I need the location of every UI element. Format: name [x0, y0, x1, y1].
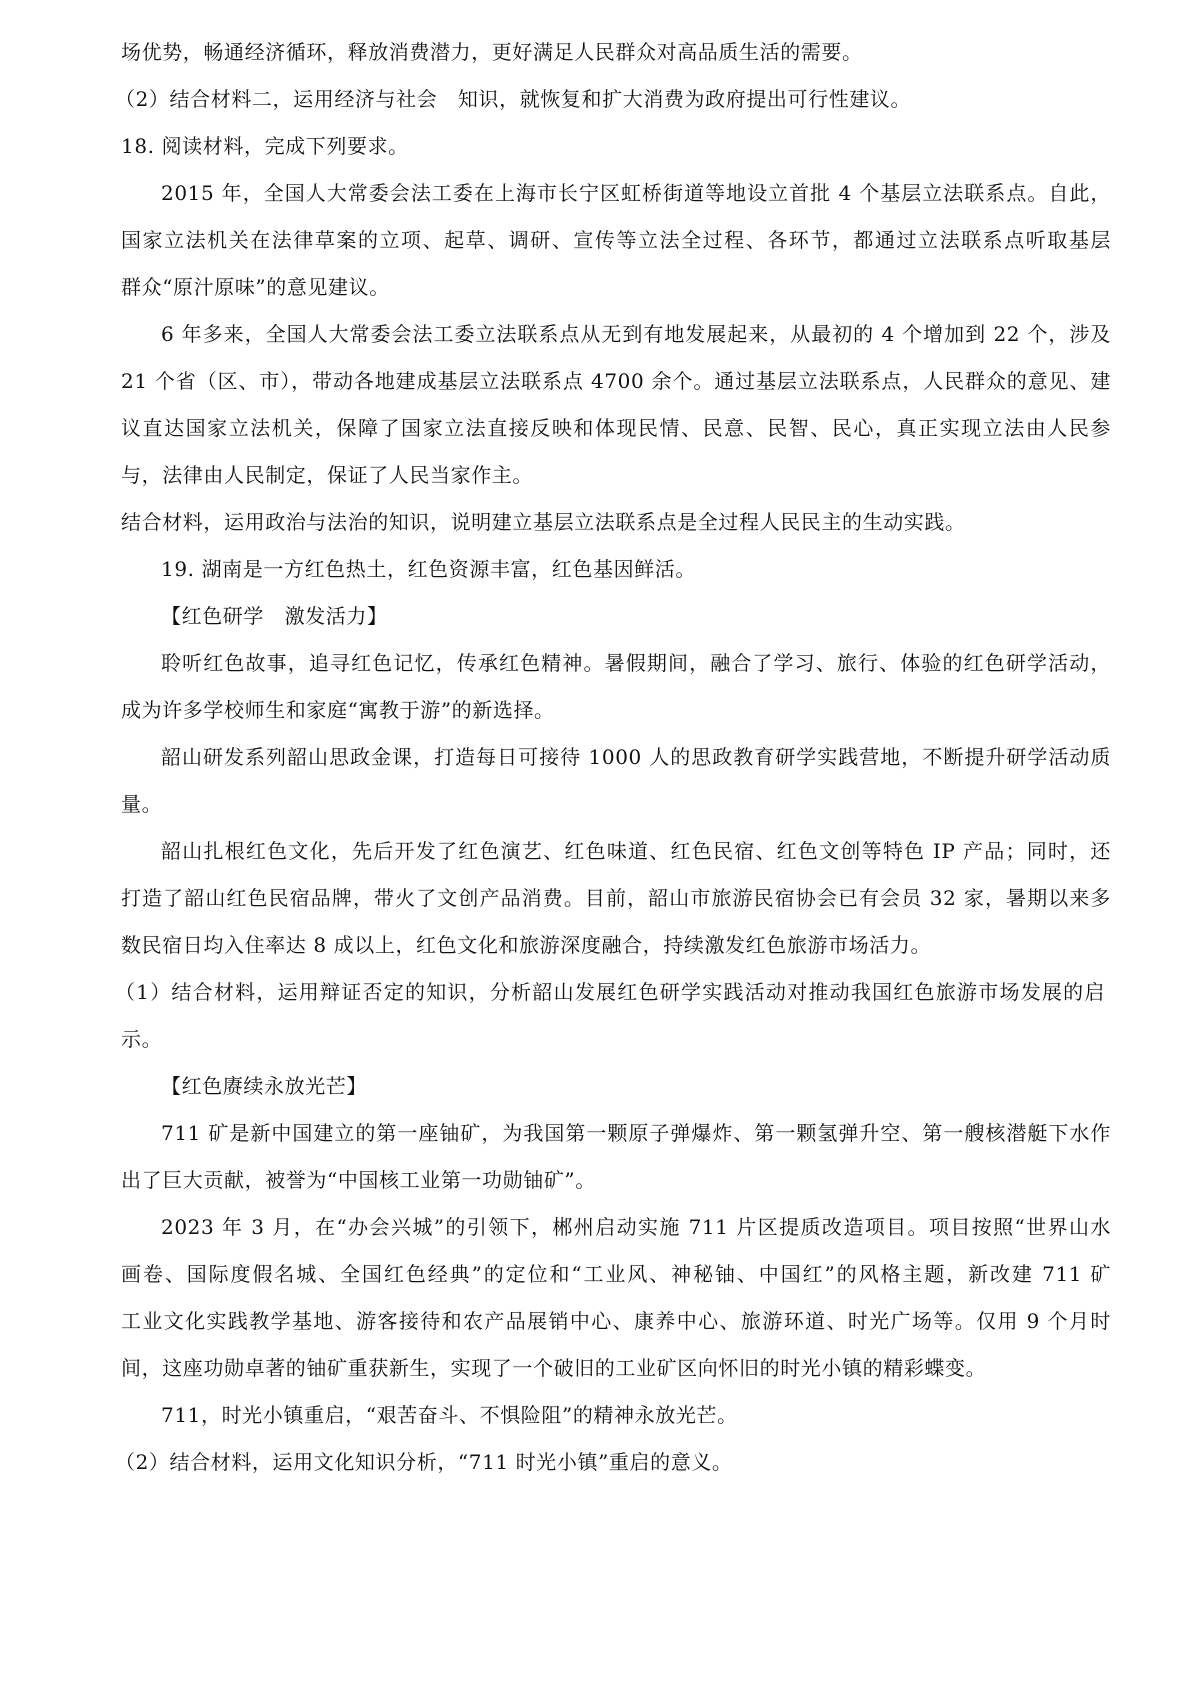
text-line: 711 矿是新中国建立的第一座铀矿，为我国第一颗原子弹爆炸、第一颗氢弹升空、第一艘核潜艇下水作 — [161, 1121, 1111, 1145]
text-line: 聆听红色故事，追寻红色记忆，传承红色精神。暑假期间，融合了学习、旅行、体验的红色研学活动， — [161, 651, 1111, 675]
text-line: 打造了韶山红色民宿品牌，带火了文创产品消费。目前，韶山市旅游民宿协会已有会员 32 家，暑期以来多 — [121, 886, 1111, 910]
text-line: 工业文化实践教学基地、游客接待和农产品展销中心、康养中心、旅游环道、时光广场等。仅用 9 个月时 — [121, 1309, 1111, 1333]
text-line: 国家立法机关在法律草案的立项、起草、调研、宣传等立法全过程、各环节，都通过立法联系点听取基层 — [121, 228, 1111, 252]
text-line: 数民宿日均入住率达 8 成以上，红色文化和旅游深度融合，持续激发红色旅游市场活力。 — [121, 933, 932, 957]
question-18-heading: 18. 阅读材料，完成下列要求。 — [121, 134, 409, 158]
text-line: 韶山扎根红色文化，先后开发了红色演艺、红色味道、红色民宿、红色文创等特色 IP 产品；同时，还 — [161, 839, 1111, 863]
text-line: 量。 — [121, 792, 163, 816]
question-19-2: （2）结合材料，运用文化知识分析，“711 时光小镇”重启的意义。 — [115, 1450, 733, 1474]
text-line: 2015 年，全国人大常委会法工委在上海市长宁区虹桥街道等地设立首批 4 个基层立法联系点。自此， — [161, 181, 1111, 205]
text-line: 间，这座功勋卓著的铀矿重获新生，实现了一个破旧的工业矿区向怀旧的时光小镇的精彩蝶变。 — [121, 1356, 987, 1380]
section-heading-red-study: 【红色研学 激发活力】 — [161, 604, 388, 628]
text-line: 场优势，畅通经济循环，释放消费潜力，更好满足人民群众对高品质生活的需要。 — [121, 40, 863, 64]
question-17-2: （2）结合材料二，运用经济与社会 知识，就恢复和扩大消费为政府提出可行性建议。 — [115, 87, 912, 111]
text-line: 示。 — [121, 1027, 163, 1051]
text-line: 成为许多学校师生和家庭“寓教于游”的新选择。 — [121, 698, 555, 722]
text-line: 6 年多来，全国人大常委会法工委立法联系点从无到有地发展起来，从最初的 4 个增加到 22 个，涉及 — [161, 322, 1111, 346]
text-line: 2023 年 3 月，在“办会兴城”的引领下，郴州启动实施 711 片区提质改造项目。项目按照“世界山水 — [161, 1215, 1111, 1239]
text-line: 与，法律由人民制定，保证了人民当家作主。 — [121, 463, 533, 487]
text-line: 韶山研发系列韶山思政金课，打造每日可接待 1000 人的思政教育研学实践营地，不断提升研学活动质 — [161, 745, 1111, 769]
question-19-1: （1）结合材料，运用辩证否定的知识，分析韶山发展红色研学实践活动对推动我国红色旅游市场发展的启 — [115, 980, 1105, 1004]
text-line: 群众“原汁原味”的意见建议。 — [121, 275, 390, 299]
section-heading-red-legacy: 【红色赓续永放光芒】 — [161, 1074, 367, 1098]
question-18-prompt: 结合材料，运用政治与法治的知识，说明建立基层立法联系点是全过程人民民主的生动实践。 — [121, 510, 966, 534]
text-line: 出了巨大贡献，被誉为“中国核工业第一功勋铀矿”。 — [121, 1168, 596, 1192]
text-line: 议直达国家立法机关，保障了国家立法直接反映和体现民情、民意、民智、民心，真正实现立法由人民参 — [121, 416, 1111, 440]
text-line: 21 个省（区、市），带动各地建成基层立法联系点 4700 余个。通过基层立法联系点，人民群众的意见、建 — [121, 369, 1111, 393]
question-19-heading: 19. 湖南是一方红色热土，红色资源丰富，红色基因鲜活。 — [161, 557, 696, 581]
text-line: 711，时光小镇重启，“艰苦奋斗、不惧险阻”的精神永放光芒。 — [161, 1403, 738, 1427]
text-line: 画卷、国际度假名城、全国红色经典”的定位和“工业风、神秘铀、中国红”的风格主题，新改建 711 矿 — [121, 1262, 1111, 1286]
